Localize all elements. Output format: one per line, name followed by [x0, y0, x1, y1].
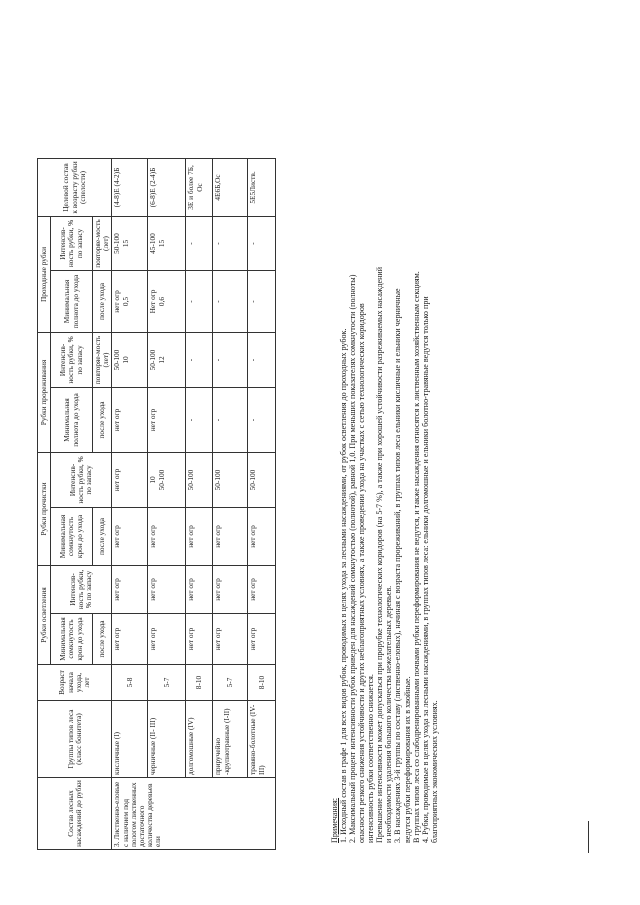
- table-row: [186, 159, 213, 850]
- pass-completeness-cell: -: [186, 271, 213, 333]
- thin-intensity-header: Интенсив-ность рубки, % по запасу: [51, 333, 93, 388]
- pass-intensity-cell: -: [186, 217, 213, 271]
- pass-completeness-cell: нет огр 0,5: [112, 271, 148, 333]
- thin-intensity-cell: 50-100 10: [112, 333, 148, 388]
- note-line: 3. В насаждениях 3-й группы по составу (лиственно-еловых), начиная с возраста прореживаний, в группах типов леса ельники кисличные и ельники черничные: [393, 288, 403, 843]
- thin-completeness-cell: нет огр: [112, 388, 148, 453]
- age-cell: 5-7: [213, 665, 248, 701]
- thin-intensity-cell: -: [248, 333, 276, 388]
- forest-care-table: [37, 158, 276, 850]
- pass-completeness-cell: Нет огр 0,6: [148, 271, 186, 333]
- thin-completeness-cell: -: [248, 388, 276, 453]
- target-cell: 4Е6Б,Ос: [213, 159, 248, 217]
- thin-intensity-cell: -: [186, 333, 213, 388]
- light-intensity-cell: нет огр: [186, 566, 213, 614]
- light-density-cell: нет огр: [186, 614, 213, 665]
- notes-title: Примечания:: [330, 797, 339, 843]
- age-cell: 5-8: [112, 665, 148, 701]
- thin-intensity-cell: 50-100 12: [148, 333, 186, 388]
- light-density-cell: нет огр: [213, 614, 248, 665]
- age-cell: 8-10: [248, 665, 276, 701]
- clean-intensity-cell: 50-100: [186, 453, 213, 508]
- age-cell: 8-10: [186, 665, 213, 701]
- note-line: благоприятных экономических условиях.: [429, 700, 439, 843]
- margin-rule: [588, 821, 589, 853]
- note-line: 2. Максимальный процент интенсивности рубок приведен для насаждений сомкнутостью (полнотой), равной 1,0. При меньших показателях сомкнутости (полноты): [348, 274, 358, 843]
- group-cell: долгомошные (IV): [186, 701, 213, 778]
- pass-after-header: после ухода: [93, 271, 112, 333]
- header-age: Возраст начала ухода, лет: [38, 665, 112, 701]
- clean-intensity-cell: 50-100: [248, 453, 276, 508]
- thin-min-completeness-header: Минимальная полнота до ухода: [51, 388, 93, 453]
- thin-completeness-cell: -: [186, 388, 213, 453]
- table-row: [213, 159, 248, 850]
- target-cell: 3Е и более 7Б, Ос: [186, 159, 213, 217]
- clean-density-cell: нет огр: [148, 508, 186, 566]
- pass-completeness-cell: -: [248, 271, 276, 333]
- group-cell: кисличные (I): [112, 701, 148, 778]
- group-cell: черничные (II- III): [148, 701, 186, 778]
- age-cell: 5-7: [148, 665, 186, 701]
- light-density-cell: нет огр: [148, 614, 186, 665]
- clean-density-cell: нет огр: [186, 508, 213, 566]
- notes-section: [330, 53, 439, 843]
- clean-density-cell: нет огр: [248, 508, 276, 566]
- note-line: ведутся рубки переформирования их в хвойные.: [402, 676, 412, 843]
- pass-intensity-cell: -: [213, 217, 248, 271]
- header-target: Целевой состав к возрасту рубки (спелости): [38, 159, 112, 217]
- pass-intensity-cell: -: [248, 217, 276, 271]
- header-composition: Состав лесных насаждений до рубки: [38, 778, 112, 850]
- group-cell: приручейно -крупнотравные (I-II): [213, 701, 248, 778]
- thin-completeness-cell: нет огр: [148, 388, 186, 453]
- pass-intensity-header: Интенсив-ность рубки, % по запасу: [51, 217, 93, 271]
- thin-repeat-header: повторяе-мость (лет): [93, 333, 112, 388]
- light-intensity-cell: нет огр: [112, 566, 148, 614]
- clean-intensity-header: Интенсив-ность рубки, % по запасу: [51, 453, 112, 508]
- light-intensity-cell: нет огр: [213, 566, 248, 614]
- pass-intensity-cell: 50-100 15: [112, 217, 148, 271]
- composition-cell: 3. Лиственно-еловые с наличием под пологом лиственных достаточного количества деревьев ели: [112, 778, 276, 850]
- header-groups: Группы типов леса (класс бонитета): [38, 701, 112, 778]
- thin-completeness-cell: -: [213, 388, 248, 453]
- thin-intensity-cell: -: [213, 333, 248, 388]
- light-intensity-cell: нет огр: [148, 566, 186, 614]
- pass-min-completeness-header: Минимальная полнота до ухода: [51, 271, 93, 333]
- group-cell: травяно-болотные (IV-III): [248, 701, 276, 778]
- thin-after-header: после ухода: [93, 388, 112, 453]
- light-after-header: после ухода: [93, 614, 112, 665]
- light-density-cell: нет огр: [248, 614, 276, 665]
- header-light: Рубки осветления: [38, 566, 51, 665]
- light-density-cell: нет огр: [112, 614, 148, 665]
- header-clean: Рубки прочистки: [38, 453, 51, 566]
- target-cell: 5Е5Листв.: [248, 159, 276, 217]
- header-thin: Рубки прореживания: [38, 333, 51, 453]
- header-pass: Проходные рубки: [38, 217, 51, 333]
- pass-intensity-cell: 45-100 15: [148, 217, 186, 271]
- clean-intensity-cell: нет огр: [112, 453, 148, 508]
- clean-intensity-cell: 50-100: [213, 453, 248, 508]
- clean-min-density-header: Минимальная сомкнутость крон до ухода: [51, 508, 93, 566]
- light-min-density-header: Минимальная сомкнутость крон до ухода: [51, 614, 93, 665]
- table-row: [148, 159, 186, 850]
- target-cell: (6-8)Е (2-4)Б: [148, 159, 186, 217]
- table-row: [248, 159, 276, 850]
- note-line: 1. Исходный состав в графе 1 для всех видов рубок, проводимых в целях ухода за лесными насаждениями, от рубок осветления до проходных рубок.: [339, 328, 349, 843]
- clean-after-header: после ухода: [93, 508, 112, 566]
- note-line: Превышение интенсивности может допускаться при прорубке технологических коридоров (на 5-7 %), а также при хорошей устойчивости разреживаемых насаждений: [375, 266, 385, 843]
- pass-repeat-header: повторяе-мость (лет): [93, 217, 112, 271]
- clean-intensity-cell: 10 50-100: [148, 453, 186, 508]
- pass-completeness-cell: -: [213, 271, 248, 333]
- note-line: интенсивность рубки соответственно снижается.: [366, 674, 376, 843]
- clean-density-cell: нет огр: [112, 508, 148, 566]
- note-line: 4. Рубки, проводимые в целях ухода за лесными насаждениями, в группах типов леса: ельники долгомошные и ельники болотно-травяные ведутся только при: [420, 296, 430, 843]
- light-intensity-header: Интенсив-ность рубки, % по запасу: [51, 566, 112, 614]
- table-row: [112, 159, 148, 850]
- note-line: опасности резкого снижения устойчивости и других неблагоприятных условиях, а также проведении ухода на участках с сетью технологических коридоров: [357, 303, 367, 843]
- light-intensity-cell: нет огр: [248, 566, 276, 614]
- clean-density-cell: нет огр: [213, 508, 248, 566]
- note-line: и необходимости удаления большого количества нежелательных деревьев.: [384, 585, 394, 843]
- target-cell: (4-8)Е (4-2)Б: [112, 159, 148, 217]
- note-line: В группах типов леса со слабодренированными почвами рубки переформирования не ведутся, и также насаждения относятся к лиственным хозяйственным секциям.: [411, 271, 421, 843]
